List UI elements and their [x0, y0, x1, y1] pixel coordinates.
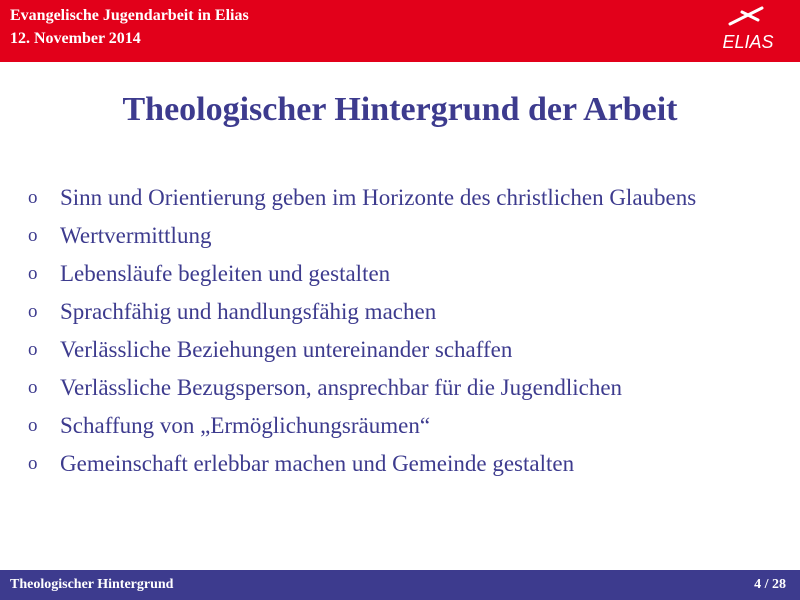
bullet-item: [22, 374, 782, 402]
event-date: 12. November 2014: [10, 30, 141, 47]
elias-logo-icon: [712, 4, 782, 58]
bullet-item: [22, 298, 782, 326]
bullet-item: [22, 260, 782, 288]
bullet-marker: o: [28, 263, 38, 284]
bullet-marker: o: [28, 225, 38, 246]
bullet-item: [22, 222, 782, 250]
bullet-marker: o: [28, 339, 38, 360]
bullet-text: Gemeinschaft erlebbar machen und Gemeinde gestalten: [60, 451, 575, 476]
footer-bar: [0, 570, 800, 600]
bullet-item: [22, 336, 782, 364]
bullet-item: [22, 412, 782, 440]
page-number: 4 / 28: [754, 577, 786, 592]
bullet-marker: o: [28, 453, 38, 474]
header-bar: [0, 0, 800, 62]
bullet-marker: o: [28, 187, 38, 208]
bullet-item: [22, 184, 782, 212]
bullet-marker: o: [28, 415, 38, 436]
bullet-text: Verlässliche Bezugsperson, ansprechbar für die Jugendlichen: [60, 375, 623, 400]
bullet-text: Lebensläufe begleiten und gestalten: [60, 261, 391, 286]
bullet-marker: o: [28, 377, 38, 398]
bullet-text: Verlässliche Beziehungen untereinander schaffen: [60, 337, 513, 362]
bullet-item: [22, 450, 782, 478]
bullet-text: Sprachfähig und handlungsfähig machen: [60, 299, 437, 324]
bullet-text: Schaffung von „Ermöglichungsräumen“: [60, 413, 431, 438]
bullet-marker: o: [28, 301, 38, 322]
footer-section-title: Theologischer Hintergrund: [10, 577, 174, 592]
event-title: Evangelische Jugendarbeit in Elias: [10, 7, 249, 24]
bullet-text: Wertvermittlung: [60, 223, 212, 248]
bullet-text: Sinn und Orientierung geben im Horizonte des christlichen Glaubens: [60, 185, 697, 210]
slide-title: Theologischer Hintergrund der Arbeit: [122, 91, 678, 128]
bullet-list: [22, 184, 782, 488]
logo-text: ELIAS: [722, 32, 774, 52]
